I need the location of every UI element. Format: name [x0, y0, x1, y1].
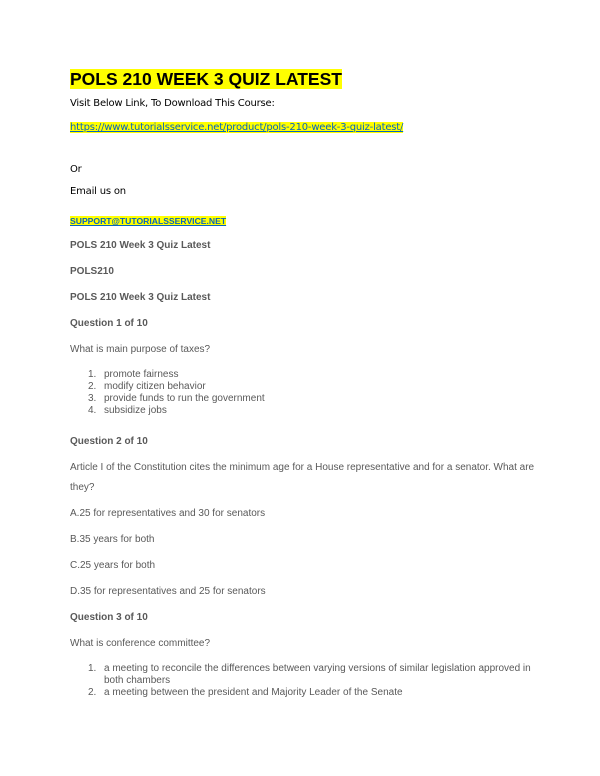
heading-week3-repeat: POLS 210 Week 3 Quiz Latest — [70, 292, 211, 303]
list-item — [70, 381, 540, 393]
option-text: modify citizen behavior — [104, 381, 206, 392]
option-number: 3. — [88, 393, 97, 404]
course-code: POLS210 — [70, 266, 114, 277]
question-2-text-line1: Article I of the Constitution cites the minimum age for a House representative and for a senator. What are — [70, 462, 535, 473]
question-2-answer-a: A.25 for representatives and 30 for senators — [70, 508, 266, 519]
document-title-text: POLS 210 WEEK 3 QUIZ LATEST — [70, 69, 342, 89]
option-text: a meeting to reconcile the differences between varying versions of similar legislation approved in both chambers — [104, 663, 531, 686]
option-text: provide funds to run the government — [104, 393, 265, 404]
option-text: a meeting between the president and Majority Leader of the Senate — [104, 687, 403, 698]
question-2-answer-d: D.35 for representatives and 25 for senators — [70, 586, 266, 597]
question-3-options — [70, 663, 540, 699]
course-link[interactable]: https://www.tutorialsservice.net/product/pols-210-week-3-quiz-latest/ — [70, 122, 404, 133]
option-number: 4. — [88, 405, 97, 416]
option-text: promote fairness — [104, 369, 179, 380]
list-item — [70, 393, 540, 405]
question-1-options — [70, 369, 540, 417]
email-line — [70, 211, 226, 229]
question-3-text: What is conference committee? — [70, 638, 211, 649]
list-item — [70, 663, 540, 687]
option-number: 1. — [88, 663, 97, 674]
list-item — [70, 369, 540, 381]
document-title — [70, 68, 342, 90]
heading-week3: POLS 210 Week 3 Quiz Latest — [70, 240, 211, 251]
question-2-answer-b: B.35 years for both — [70, 534, 155, 545]
list-item — [70, 687, 540, 699]
question-2-label: Question 2 of 10 — [70, 436, 148, 447]
question-3-label: Question 3 of 10 — [70, 612, 148, 623]
email-link[interactable]: SUPPORT@TUTORIALSSERVICE.NET — [70, 216, 227, 226]
email-label: Email us on — [70, 186, 126, 197]
option-number: 1. — [88, 369, 97, 380]
question-2-answer-c: C.25 years for both — [70, 560, 156, 571]
or-text: Or — [70, 164, 82, 175]
question-2-text-line2: they? — [70, 482, 95, 493]
option-number: 2. — [88, 381, 97, 392]
course-link-line — [70, 122, 403, 133]
option-number: 2. — [88, 687, 97, 698]
list-item — [70, 405, 540, 417]
question-1-label: Question 1 of 10 — [70, 318, 148, 329]
option-text: subsidize jobs — [104, 405, 167, 416]
question-1-text: What is main purpose of taxes? — [70, 344, 211, 355]
visit-text: Visit Below Link, To Download This Course: — [70, 98, 275, 109]
